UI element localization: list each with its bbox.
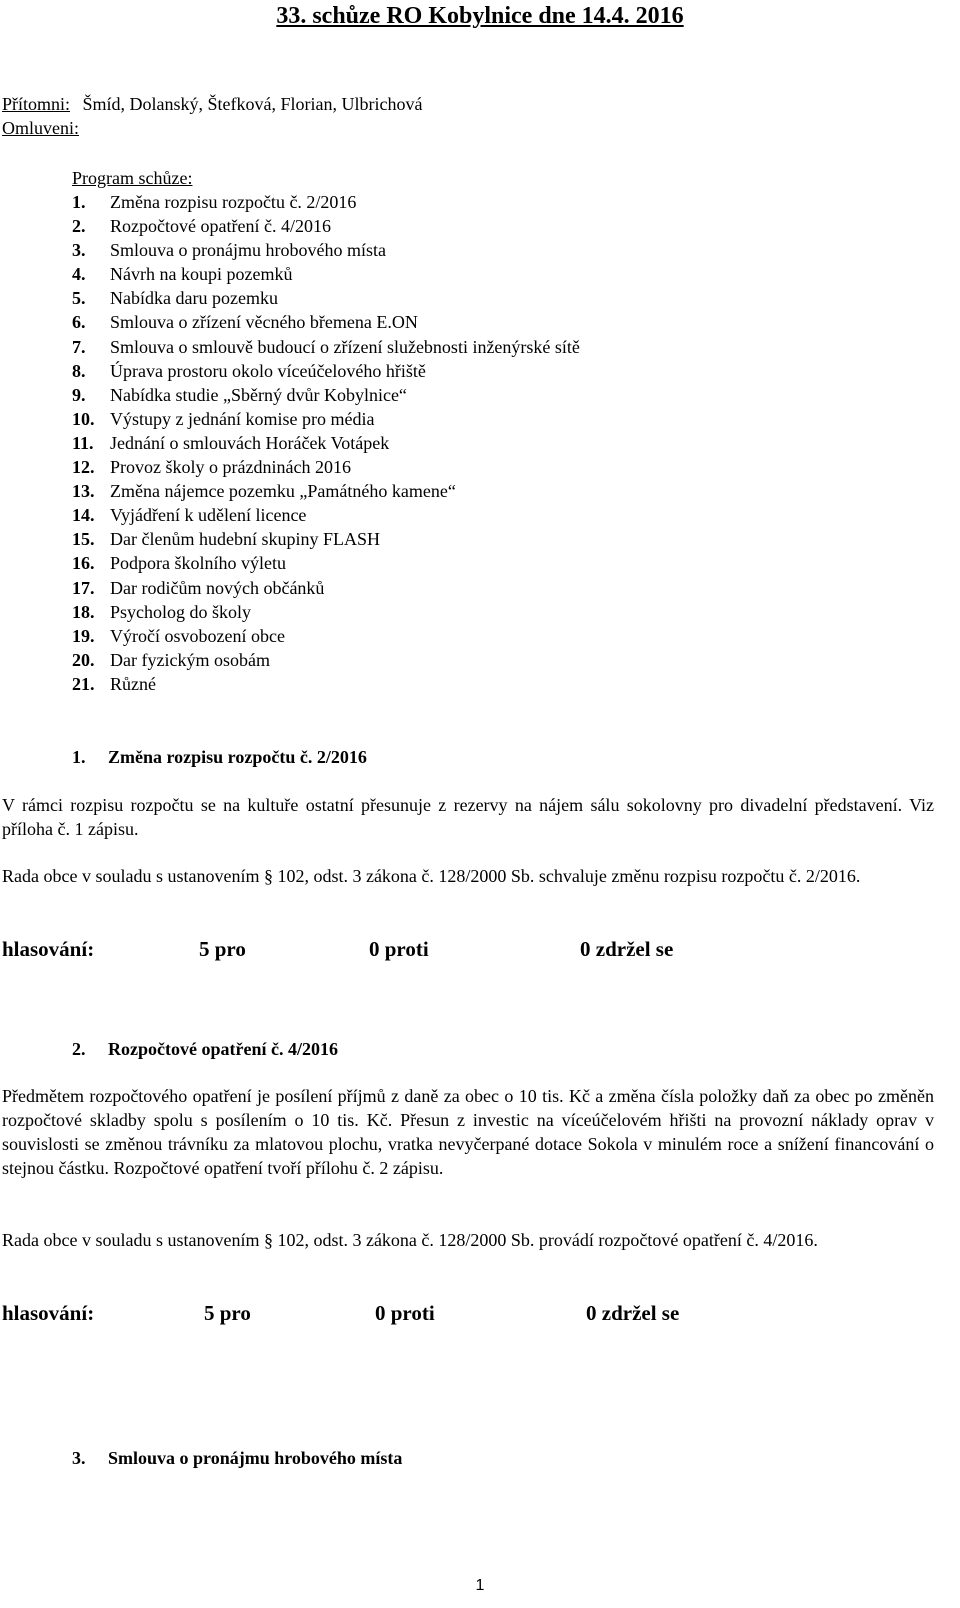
program-item-number: 8. — [72, 360, 86, 381]
program-item-number: 19. — [72, 625, 95, 646]
present-label: Přítomni: — [2, 94, 71, 114]
section-2-paragraph-1: Předmětem rozpočtového opatření je posílení příjmů z daně za obec o 10 tis. Kč a změna čísla položky daň za obec po změněn rozpočtové skladby spolu s posílením o 10 tis. Kč. Přesun z investic na víceúčelovém hřišti na provozní náklady oprav v souvislosti se změnou trávníku za mlatovou plochu, vratka nevyčerpané dotace Sokola v minulém roce a snížení financování o stejnou částku. Rozpočtové opatření tvoří přílohu č. 2 zápisu. — [2, 1086, 934, 1178]
program-item-text: Podpora školního výletu — [110, 553, 286, 574]
program-item — [72, 479, 580, 503]
program-item — [72, 503, 580, 527]
program-item-number: 9. — [72, 384, 86, 405]
page-number: 1 — [475, 1577, 485, 1594]
program-item-text: Dar rodičům nových občánků — [110, 577, 325, 598]
program-item-text: Smlouva o pronájmu hrobového místa — [110, 240, 386, 261]
program-item-number: 10. — [72, 408, 95, 429]
program-item-text: Vyjádření k udělení licence — [110, 505, 307, 526]
program-item-text: Nabídka studie „Sběrný dvůr Kobylnice“ — [110, 384, 407, 405]
section-1-heading: Změna rozpisu rozpočtu č. 2/2016 — [108, 747, 367, 767]
program-heading: Program schůze: — [72, 168, 193, 188]
program-item-text: Psycholog do školy — [110, 601, 252, 622]
program-item-number: 11. — [72, 432, 94, 453]
section-1-paragraph-1: V rámci rozpisu rozpočtu se na kultuře ostatní přesunuje z rezervy na nájem sálu sokolovny pro divadelní představení. Viz příloha č. 1 zápisu. — [2, 795, 934, 839]
program-item — [72, 576, 580, 600]
program-item-text: Rozpočtové opatření č. 4/2016 — [110, 216, 331, 237]
program-item-text: Změna rozpisu rozpočtu č. 2/2016 — [110, 192, 357, 212]
program-item-text: Výstupy z jednání komise pro média — [110, 408, 375, 429]
program-item-text: Smlouva o smlouvě budoucí o zřízení služebnosti inženýrské sítě — [110, 336, 580, 357]
section-1-title — [72, 745, 367, 769]
program-item-text: Výročí osvobození obce — [110, 625, 285, 646]
program-item-text: Jednání o smlouvách Horáček Votápek — [110, 432, 390, 453]
program-item — [72, 407, 580, 431]
program-item — [72, 431, 580, 455]
program-item — [72, 190, 580, 214]
present-names: Šmíd, Dolanský, Štefková, Florian, Ulbrichová — [82, 94, 423, 114]
program-item-number: 15. — [72, 529, 95, 550]
program-item-text: Nabídka daru pozemku — [110, 288, 278, 309]
section-1-paragraph-2: Rada obce v souladu s ustanovením § 102, odst. 3 zákona č. 128/2000 Sb. schvaluje změnu rozpisu rozpočtu č. 2/2016. — [2, 866, 861, 886]
section-3-heading: Smlouva o pronájmu hrobového místa — [108, 1448, 403, 1468]
section-1-number: 1. — [72, 747, 86, 767]
section-2-paragraph-2: Rada obce v souladu s ustanovením § 102, odst. 3 zákona č. 128/2000 Sb. provádí rozpočtové opatření č. 4/2016. — [2, 1230, 818, 1250]
program-item — [72, 624, 580, 648]
program-item — [72, 359, 580, 383]
section-3-number: 3. — [72, 1448, 86, 1468]
program-item — [72, 335, 580, 359]
program-item-text: Změna nájemce pozemku „Památného kamene“ — [110, 481, 456, 502]
program-item — [72, 310, 580, 334]
program-item-number: 18. — [72, 601, 95, 622]
program-item-number: 21. — [72, 673, 95, 694]
vote-pro: 5 pro — [199, 937, 246, 961]
vote-pro: 5 pro — [204, 1301, 251, 1325]
program-item-number: 3. — [72, 240, 86, 261]
program-item — [72, 600, 580, 624]
program-item-number: 14. — [72, 505, 95, 526]
vote-proti: 0 proti — [369, 937, 429, 961]
program-item-text: Provoz školy o prázdninách 2016 — [110, 457, 351, 478]
program-item — [72, 455, 580, 479]
program-item — [72, 238, 580, 262]
program-item-number: 20. — [72, 649, 95, 670]
excused-label: Omluveni: — [2, 118, 79, 138]
program-item — [72, 383, 580, 407]
section-3-title — [72, 1446, 402, 1470]
vote-abstained: 0 zdržel se — [586, 1301, 680, 1325]
program-item — [72, 286, 580, 310]
program-item — [72, 648, 580, 672]
program-item-number: 17. — [72, 577, 95, 598]
vote-proti: 0 proti — [375, 1301, 435, 1325]
document-title: 33. schůze RO Kobylnice dne 14.4. 2016 — [276, 3, 684, 29]
program-item-number: 2. — [72, 216, 86, 237]
program-item-number: 12. — [72, 457, 95, 478]
program-item — [72, 672, 580, 696]
program-item-number: 6. — [72, 312, 86, 333]
program-item-text: Dar členům hudební skupiny FLASH — [110, 529, 380, 550]
program-item-number: 5. — [72, 288, 86, 309]
program-item-number: 16. — [72, 553, 95, 574]
program-item — [72, 527, 580, 551]
section-2-heading: Rozpočtové opatření č. 4/2016 — [108, 1039, 338, 1059]
vote-label: hlasování: — [2, 937, 95, 961]
program-item-number: 7. — [72, 336, 86, 357]
program-item — [72, 551, 580, 575]
section-2-title — [72, 1037, 338, 1061]
program-item-text: Dar fyzickým osobám — [110, 649, 270, 670]
vote-abstained: 0 zdržel se — [580, 937, 674, 961]
program-item-text: Smlouva o zřízení věcného břemena E.ON — [110, 312, 418, 333]
program-item-text: Úprava prostoru okolo víceúčelového hřiště — [110, 360, 426, 381]
program-item-number: 1. — [72, 192, 86, 212]
program-item-number: 13. — [72, 481, 95, 502]
program-item-text: Návrh na koupi pozemků — [110, 264, 293, 285]
program-item — [72, 214, 580, 238]
vote-label: hlasování: — [2, 1301, 95, 1325]
program-item — [72, 262, 580, 286]
program-list — [72, 190, 580, 696]
section-2-number: 2. — [72, 1039, 86, 1059]
program-item-text: Různé — [110, 673, 156, 694]
attendance-present — [2, 92, 422, 116]
program-item-number: 4. — [72, 264, 86, 285]
